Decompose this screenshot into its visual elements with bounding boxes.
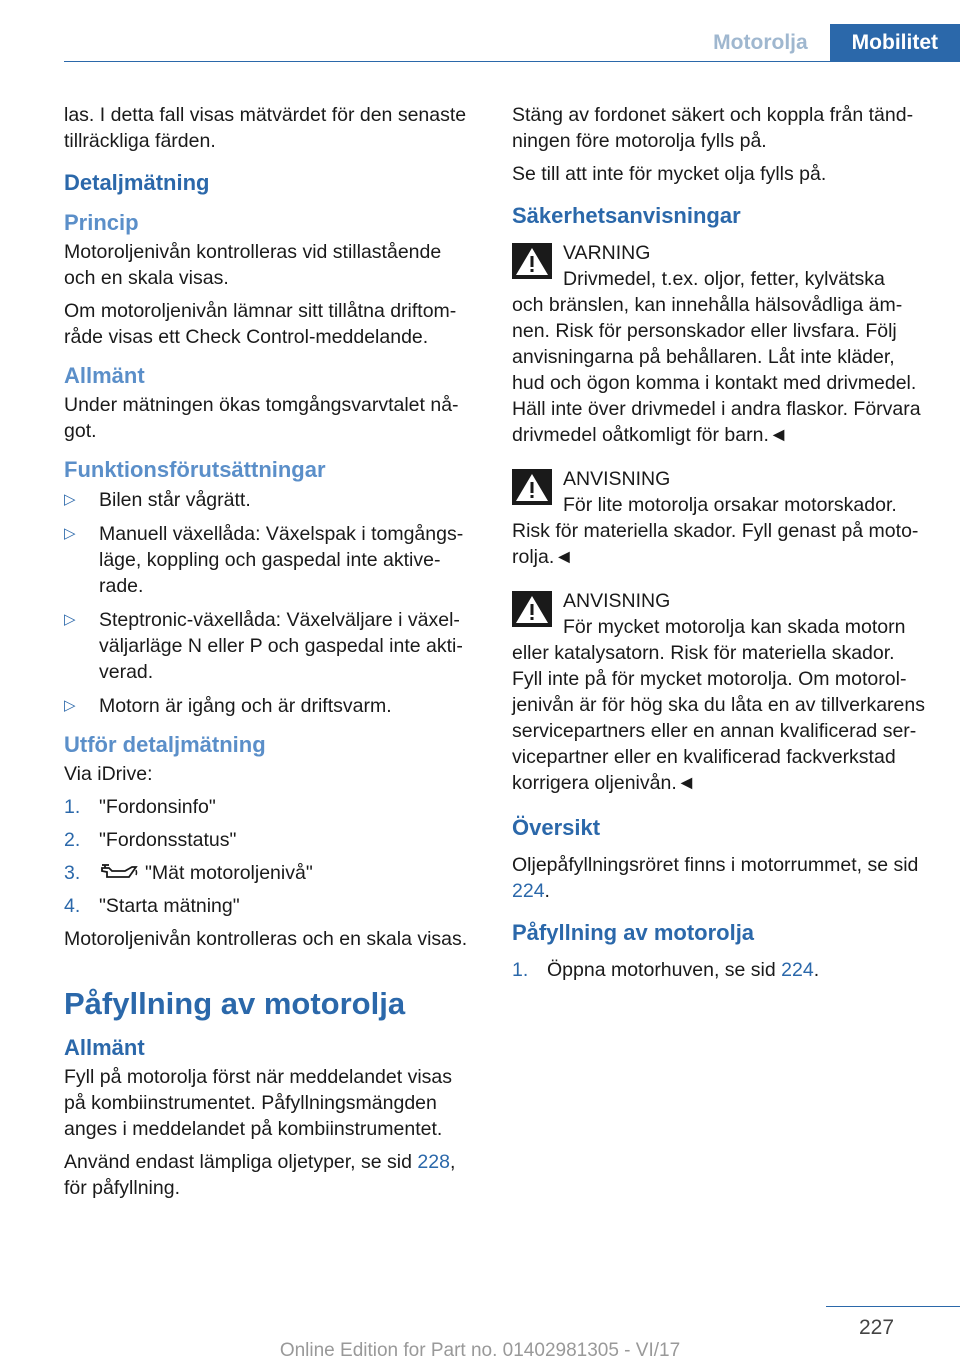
list-item-text: Steptronic-växellåda: Växelväljare i växel‐väljarläge N eller P och gaspedal inte akti‐verad. <box>99 609 463 683</box>
header-rule <box>64 61 960 62</box>
shutdown-paragraph: Stäng av fordonet säkert och koppla från tänd‐ningen före motorolja fylls på. <box>512 104 914 152</box>
prerequisites-list <box>64 487 476 719</box>
step-number: 1. <box>512 959 529 981</box>
tab-section: Motorolja <box>691 24 830 61</box>
princip-heading: Princip <box>64 210 139 235</box>
triangle-bullet-icon: ▷ <box>64 697 76 714</box>
warning-first-line: Drivmedel, t.ex. oljor, fetter, kylvätska <box>563 268 885 290</box>
page-number: 227 <box>859 1316 895 1339</box>
triangle-bullet-icon: ▷ <box>64 525 76 542</box>
via-idrive: Via iDrive: <box>64 763 153 785</box>
triangle-bullet-icon: ▷ <box>64 491 76 508</box>
step-text: "Starta mätning" <box>99 895 240 917</box>
list-item <box>64 893 476 919</box>
notice-title: ANVISNING <box>563 590 671 612</box>
notice-text: eller katalysatorn. Risk för materiella skador. Fyll inte på för mycket motorolja. Om motorol‐jenivån är för hög ska du låta en av tillverkarens servicepartners eller en annan kvalificerad ser‐vicepartner eller en kvalificerad fackverkstad korrigera oljenivån.◄ <box>512 642 925 794</box>
list-item <box>64 487 476 513</box>
after-steps-paragraph: Motoroljenivån kontrolleras och en skala visas. <box>64 928 468 950</box>
notice-block <box>512 466 928 570</box>
triangle-bullet-icon: ▷ <box>64 611 76 628</box>
left-column <box>64 102 476 1208</box>
notice-title: ANVISNING <box>563 468 671 490</box>
list-item <box>64 860 476 886</box>
footer-rule <box>826 1306 960 1307</box>
detail-heading: Detaljmätning <box>64 170 210 195</box>
step-text: "Fordonsinfo" <box>99 796 216 818</box>
warning-icon <box>512 591 552 627</box>
list-item <box>64 794 476 820</box>
princip-paragraph-1: Motoroljenivån kontrolleras vid stillastående och en skala visas. <box>64 241 442 289</box>
notice-text: Risk för materiella skador. Fyll genast på moto‐rolja.◄ <box>512 520 919 568</box>
list-item-text: Motorn är igång och är driftsvarm. <box>99 695 392 717</box>
allmant-paragraph: Under mätningen ökas tomgångsvarvtalet nå‐got. <box>64 394 459 442</box>
princip-paragraph-2: Om motoroljenivån lämnar sitt tillåtna driftom‐råde visas ett Check Control-meddelande. <box>64 300 457 348</box>
oil-can-icon <box>99 862 139 882</box>
tab-chapter: Mobilitet <box>830 24 960 61</box>
warning-block <box>512 240 928 448</box>
steps-list <box>64 794 476 919</box>
list-item <box>64 827 476 853</box>
page-link[interactable]: 228 <box>417 1151 450 1173</box>
step-number: 2. <box>64 829 81 851</box>
list-item <box>64 607 476 685</box>
list-item-text: Bilen står vågrätt. <box>99 489 251 511</box>
notice-block <box>512 588 928 796</box>
step-text: "Fordonsstatus" <box>99 829 237 851</box>
text: Använd endast lämpliga oljetyper, se sid <box>64 1151 418 1173</box>
edition-footer: Online Edition for Part no. 01402981305 - VI/17 <box>279 1340 681 1361</box>
allmant-paragraph-2: Fyll på motorolja först när meddelandet visas på kombiinstrumentet. Påfyllningsmängden anges i meddelandet på kombiinstrumentet. <box>64 1066 453 1140</box>
refill-section-heading: Påfyllning av motorolja <box>64 986 406 1021</box>
text: . <box>544 880 550 902</box>
prerequisites-heading: Funktionsförutsättningar <box>64 457 326 482</box>
overfill-paragraph: Se till att inte för mycket olja fylls på. <box>512 163 827 185</box>
oil-types-paragraph <box>64 1149 476 1201</box>
refill-heading: Påfyllning av motorolja <box>512 920 755 945</box>
header-tabs <box>691 24 960 61</box>
page-link[interactable]: 224 <box>781 959 814 981</box>
warning-text: och bränslen, kan innehålla hälsovådliga äm‐nen. Risk för personskador eller livsfara. Följ anvisningarna på behållaren. Låt inte kläder, hud och ögon komma i kontakt med drivmedel. Häll inte över drivmedel i andra flaskor. Förvara drivmedel oåtkomligt för barn.◄ <box>512 294 921 446</box>
safety-heading: Säkerhetsanvisningar <box>512 203 741 228</box>
step-number: 1. <box>64 796 81 818</box>
overview-paragraph <box>512 852 928 904</box>
step-text: Öppna motorhuven, se sid <box>547 959 782 981</box>
list-item <box>64 521 476 599</box>
warning-icon <box>512 469 552 505</box>
step-text: "Mät motoroljenivå" <box>145 862 313 884</box>
text: . <box>813 959 820 981</box>
text: Oljepåfyllningsröret finns i motorrummet, se sid <box>512 854 919 876</box>
allmant-heading: Allmänt <box>64 363 145 388</box>
overview-heading: Översikt <box>512 815 601 840</box>
warning-icon <box>512 243 552 279</box>
warning-title: VARNING <box>563 242 651 264</box>
notice-first-line: För lite motorolja orsakar motorskador. <box>563 494 897 516</box>
notice-first-line: För mycket motorolja kan skada motorn <box>563 616 906 638</box>
step-number: 3. <box>64 862 81 884</box>
list-item-text: Manuell växellåda: Växelspak i tomgångs‐läge, koppling och gaspedal inte aktive‐rade. <box>99 523 464 597</box>
page-link[interactable]: 224 <box>512 880 545 902</box>
step-number: 4. <box>64 895 81 917</box>
right-column <box>512 102 928 990</box>
list-item <box>512 957 928 983</box>
list-item <box>64 693 476 719</box>
text: , för påfyllning. <box>64 1151 456 1199</box>
refill-steps-list <box>512 957 928 983</box>
procedure-heading: Utför detaljmätning <box>64 732 266 757</box>
intro-paragraph: las. I detta fall visas mätvärdet för den senaste tillräckliga färden. <box>64 104 467 152</box>
allmant-heading-2: Allmänt <box>64 1035 145 1060</box>
